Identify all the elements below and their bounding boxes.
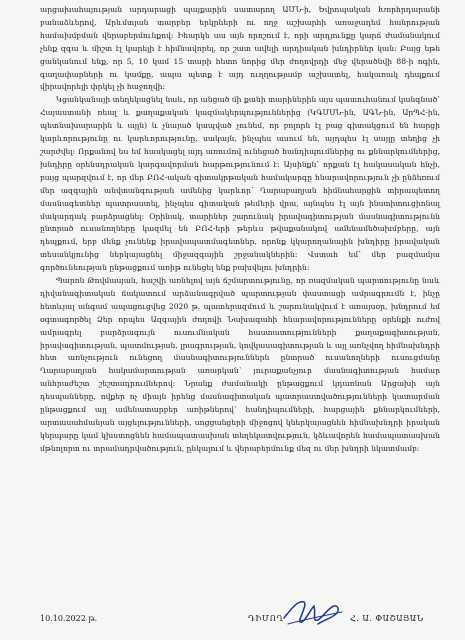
- paragraph-1: արցախահայության արդարացի պայքարին սատարող ԱՄՆ-ի, Եվրոպական Խորհրդարանի բանաձևերով, Արևմտյան տարբեր երկրների ու ողջ աշխարհի առաջադեմ հանրության համախմբման վերաբերմունքով: Իհարկե սա այն որոշում է, որի արդյունքը կարճ ժամանակում չենք զգա և միշտ էլ կարելի է հիմնավորել, որ շատ ավելի արդիական խնդիրներ կան: Բայց եթե ցանկանում ենք, որ 5, 10 կամ 15 տարի հետո նորից մեր ժողովրդի մեջ վերածնվի 88-ի ոգին, գաղափարների ու կամքը, ապա պետք է այդ ուղղությամբ աշխատել, հակառակ դեպքում վիրավորելի փրկել չի հաջողվի:: [40, 5, 440, 92]
- signature-label: ԴԻՄՈՂ՝: [248, 614, 288, 623]
- letter-footer: [0, 588, 465, 628]
- paragraph-3: Պարոն Թովմասյան, հաշվի առնելով այն ճշմարտությունը, որ ռազմական պարտությունը նաև դիվանագիտական ճակատում արձանագրված պարտության փաստացի ամրագրումն է, ինչը հետևյալ անգամ ապացուցվեց 2020 թ. պատերազմում և շարունակվում է առայսօր, խնդրում եմ օգտագործել Ձեր որպես Ազգային ժողովի Նախագահի հնարավորությունները օրենքի ուժով ամրագրել բարձրագույն ուսումնական հաստատությունների քաղաքագիտության, իրավագիտության, պատմության, լրագրության, կովկասագիտության և այլ առնչվող հիմնախնդրի հետ առնչություն ունեցող մասնագիտություններն ընտրած ուսանողների ուսուցմանը Ղարաբաղյան հակամարտության առարկան՝ յուրաքանչյուր մասնագիտության համար անհրաժեշտ շեշտադրումներով: Նրանք ժամանակի ընթացքում կդառնան Արցախի այն դեսպանները, ովքեր ոչ միայն իրենց մասնագիտական պատրաստվածությունների կատարման ընթացքում այլ ամենատարբեր առիթներով՝ հանդիպումների, հարցային քննարկումների, արտասահմանյան այցելությունների, սոցցանցերի միջոցով կներկայացնեն հիմնախնդրի իրական կերպարը կամ կխստոցնեն համապատասխան տեղեկատվություն, կձևավորեն համապատասխան մթնոլորտ ու տրամադրվածություն, ընկալում և վերաբերմունք մեզ ու մեր խնդրի նկատմամբ:: [40, 276, 440, 453]
- paragraph-2: Կցանկանայի տեղեկացնել նաև, որ անցած մի քանի տարիներին այս պատուհանում կանգնած՝ Հայաստանի ռեալ և քաղաքական կազմակերպություններից (ԿԳՄՍՆ-ին, ԱԳՆ-ին, ԱրՊՀ-ին, պետնախարարին և այլն) և չնայած կապված չունեմ, որ բոլորն էլ բաց գիտակցում են հարցի կարևորությունը ու կարևորությունը, սակայն, ինչպես ասում են, այդպես էլ սայլը տեղից չի շարժվել: Որքանով ես եմ հասկացել այդ առումով ունեցած հանդիպումներից ու քննարկումներից, խնդիրը օրենսդրական կարգավորման հարթությունում է: Այսինքն՝ որքան էլ հակասական հնչի, բայց պարզվում է, որ մեր ԲՈՀ-ական գիտակրթական համակարգը հնարավորություն չի ընձեռում մեր ազգային անվտանգության ամենից կարևոր՝ Ղարաբաղյան հիմնահարցին տիրապետող մասնագետներ պատրաստել, ինչպես գիտական թեմերի վրա, այնպես էլ այն ինստիտուցիոնալ մակարդակ բարձրացնել: Օրինակ, տարիներ շարունակ իրավագիտության մասնագիտությունն ընտրած ուսանողները կազմել են ԲՈՀ-երի թերևս թվաքանակով ամենամեծախմբերը, այն դեպքում, երբ մենք չունենք իրավապատմագետներ, որոնք կկարողանային խնդիրը իրավական տեսանկյունից ներկայացնել միջազգային շրջանակներին: Վստահ եմ՝ մեր բազմամյա գործունեության ընթացքում առիթ ունեցել ենք բախվելու խնդրին:: [40, 95, 440, 273]
- signer-name: Հ. Ա. ՓԱՇԱՅԱՆ: [350, 614, 424, 623]
- letter-body: [40, 4, 440, 456]
- handwritten-signature: [278, 594, 348, 630]
- letter-date: 10.10.2022 թ.: [40, 614, 98, 623]
